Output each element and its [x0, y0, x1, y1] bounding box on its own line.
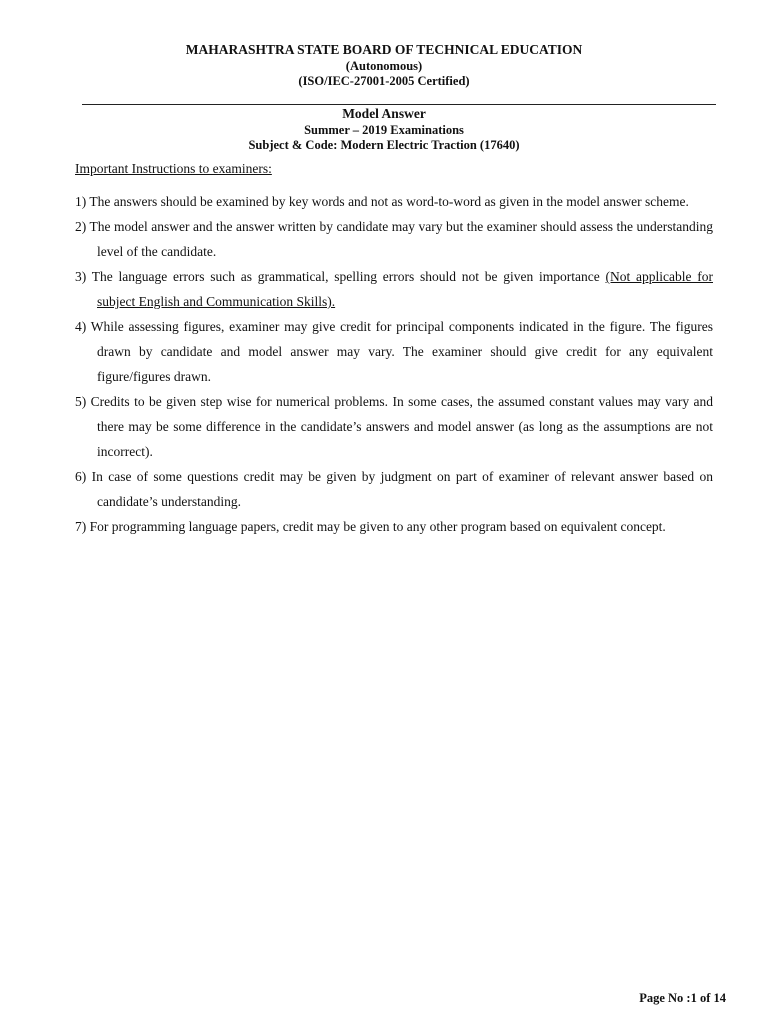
- subject-code: Subject & Code: Modern Electric Traction (17640): [248, 138, 520, 152]
- board-title: MAHARASHTRA STATE BOARD OF TECHNICAL EDUCATION: [185, 42, 583, 57]
- model-answer-title: Model Answer: [342, 106, 426, 121]
- instruction-item: [75, 264, 713, 314]
- instruction-item: 1) The answers should be examined by key words and not as word-to-word as given in the model answer scheme.: [75, 194, 689, 209]
- certification-label: (ISO/IEC-27001-2005 Certified): [298, 74, 470, 88]
- autonomous-label: (Autonomous): [345, 59, 423, 73]
- instruction-item: 7) For programming language papers, credit may be given to any other program based on equivalent concept.: [75, 519, 666, 534]
- exam-session: Summer – 2019 Examinations: [304, 123, 464, 137]
- instruction-item: 6) In case of some questions credit may be given by judgment on part of examiner of relevant answer based on candidate’s understanding.: [75, 469, 713, 509]
- page-number: Page No :1 of 14: [639, 991, 726, 1005]
- instruction-item: 5) Credits to be given step wise for numerical problems. In some cases, the assumed constant values may vary and there may be some difference in the candidate’s answers and model answer (as long as the assumptions are not incorrect).: [75, 394, 713, 459]
- instructions-list: [75, 189, 713, 539]
- instruction-item: 2) The model answer and the answer written by candidate may vary but the examiner should assess the understanding level of the candidate.: [75, 219, 713, 259]
- header-divider: [82, 104, 716, 105]
- instructions-heading: Important Instructions to examiners:: [75, 161, 272, 176]
- instruction-text: 3) The language errors such as grammatical, spelling errors should not be given importance: [75, 269, 606, 284]
- instruction-item: 4) While assessing figures, examiner may give credit for principal components indicated in the figure. The figures drawn by candidate and model answer may vary. The examiner should give credit for any equivalent figure/figures drawn.: [75, 319, 713, 384]
- instruction-underlined-note: (Not applicable for subject English and Communication Skills).: [97, 269, 713, 309]
